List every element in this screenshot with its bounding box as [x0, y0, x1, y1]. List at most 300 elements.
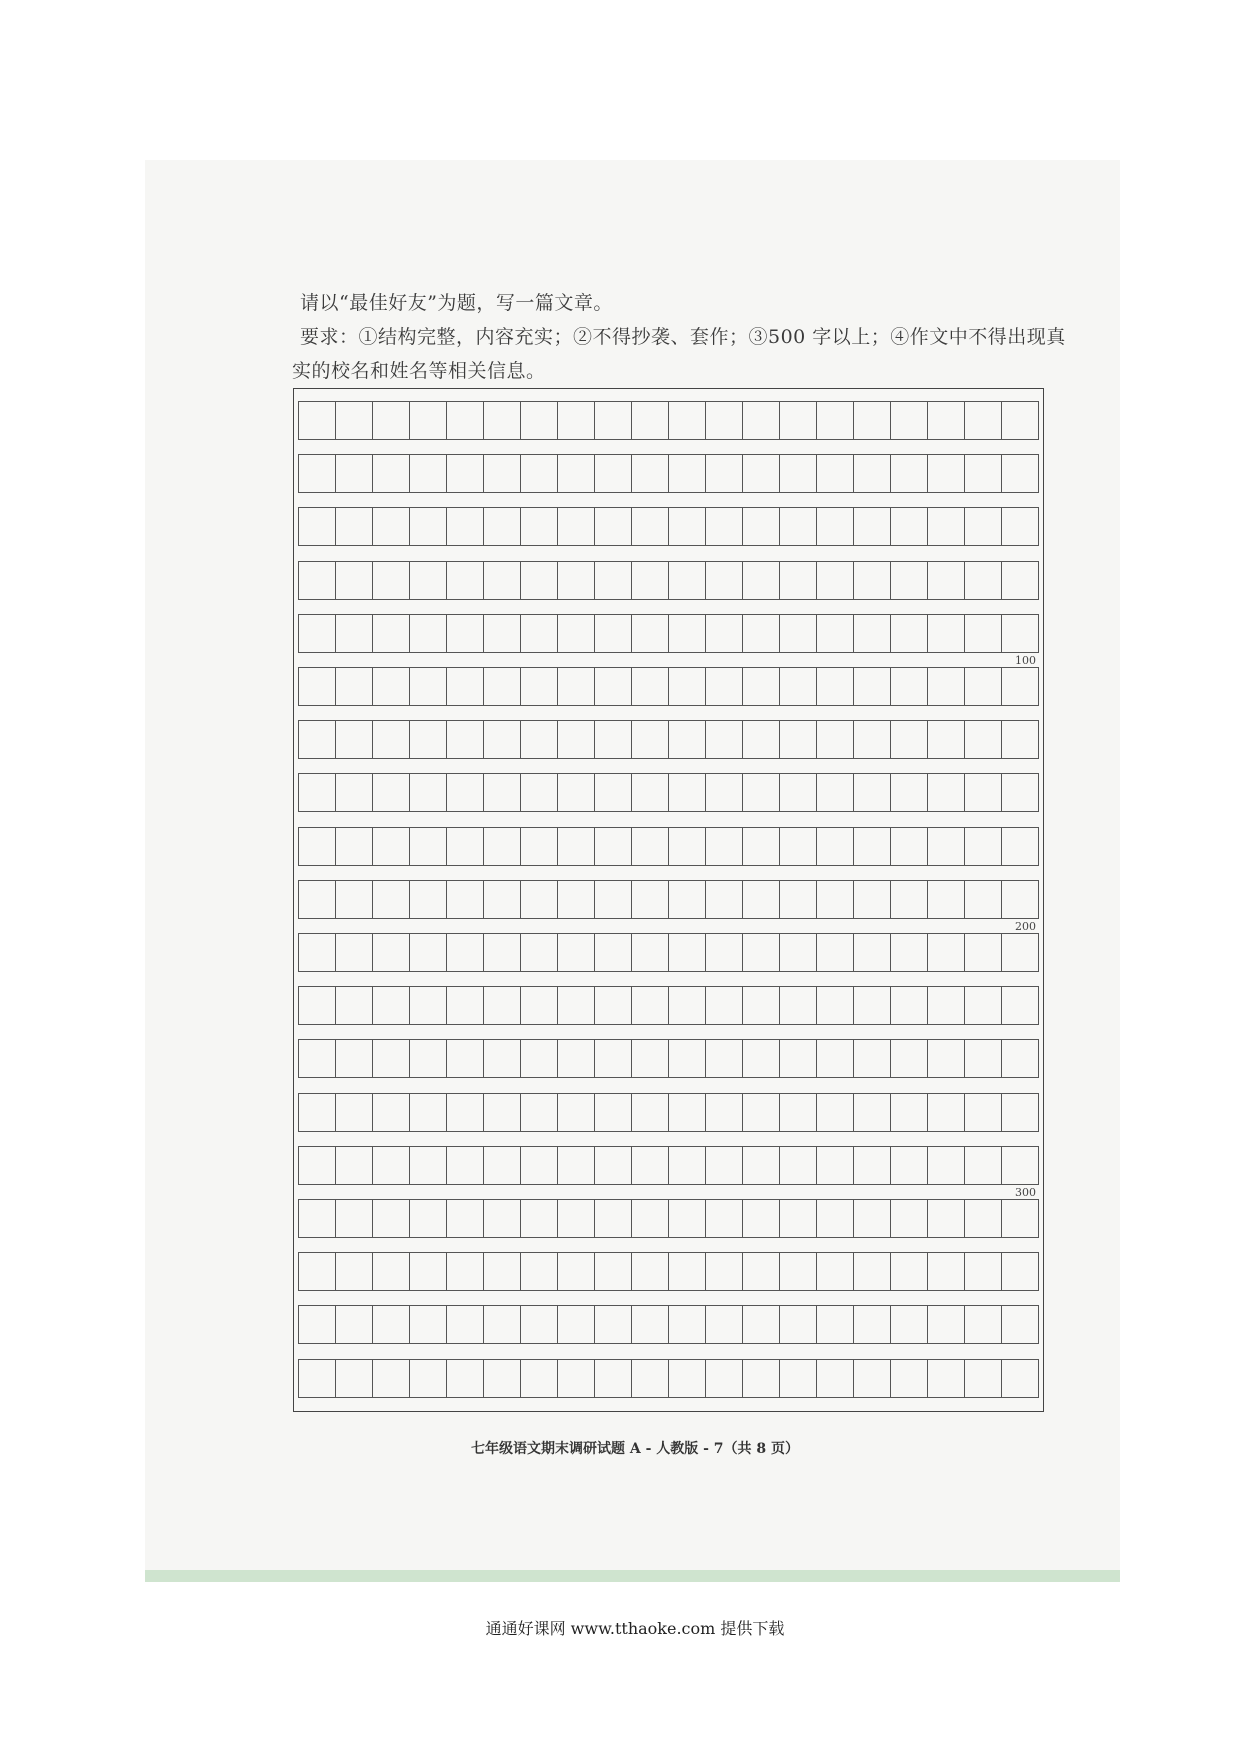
grid-cell[interactable] — [372, 827, 409, 866]
grid-cell[interactable] — [742, 1146, 779, 1185]
grid-cell[interactable] — [853, 1199, 890, 1238]
grid-cell[interactable] — [557, 454, 594, 493]
grid-cell[interactable] — [298, 986, 335, 1025]
grid-cell[interactable] — [779, 667, 816, 706]
grid-cell[interactable] — [705, 1199, 742, 1238]
grid-cell[interactable] — [446, 454, 483, 493]
grid-cell[interactable] — [853, 667, 890, 706]
grid-cell[interactable] — [631, 827, 668, 866]
grid-cell[interactable] — [557, 773, 594, 812]
grid-cell[interactable] — [1001, 773, 1039, 812]
grid-cell[interactable] — [631, 1359, 668, 1398]
grid-cell[interactable] — [520, 933, 557, 972]
grid-cell[interactable] — [816, 1093, 853, 1132]
grid-cell[interactable] — [742, 401, 779, 440]
grid-cell[interactable] — [520, 986, 557, 1025]
grid-cell[interactable] — [594, 1252, 631, 1291]
grid-cell[interactable] — [483, 880, 520, 919]
grid-cell[interactable] — [631, 454, 668, 493]
grid-cell[interactable] — [446, 1146, 483, 1185]
grid-cell[interactable] — [409, 1252, 446, 1291]
grid-cell[interactable] — [372, 561, 409, 600]
grid-cell[interactable] — [446, 827, 483, 866]
grid-cell[interactable] — [668, 827, 705, 866]
grid-cell[interactable] — [964, 827, 1001, 866]
grid-cell[interactable] — [779, 773, 816, 812]
grid-cell[interactable] — [557, 933, 594, 972]
grid-cell[interactable] — [853, 933, 890, 972]
grid-cell[interactable] — [705, 1252, 742, 1291]
grid-cell[interactable] — [298, 1359, 335, 1398]
grid-cell[interactable] — [631, 1199, 668, 1238]
grid-cell[interactable] — [927, 454, 964, 493]
grid-cell[interactable] — [668, 561, 705, 600]
grid-cell[interactable] — [520, 507, 557, 546]
grid-cell[interactable] — [779, 401, 816, 440]
grid-cell[interactable] — [372, 1093, 409, 1132]
grid-cell[interactable] — [335, 1252, 372, 1291]
grid-cell[interactable] — [372, 401, 409, 440]
grid-cell[interactable] — [520, 827, 557, 866]
grid-cell[interactable] — [409, 614, 446, 653]
grid-cell[interactable] — [520, 1359, 557, 1398]
grid-cell[interactable] — [1001, 720, 1039, 759]
grid-cell[interactable] — [631, 614, 668, 653]
grid-cell[interactable] — [1001, 454, 1039, 493]
grid-cell[interactable] — [779, 986, 816, 1025]
grid-cell[interactable] — [520, 454, 557, 493]
grid-cell[interactable] — [890, 454, 927, 493]
grid-cell[interactable] — [409, 1359, 446, 1398]
grid-cell[interactable] — [705, 454, 742, 493]
grid-cell[interactable] — [779, 1093, 816, 1132]
grid-cell[interactable] — [742, 827, 779, 866]
grid-cell[interactable] — [446, 401, 483, 440]
grid-cell[interactable] — [742, 1199, 779, 1238]
grid-cell[interactable] — [372, 1039, 409, 1078]
grid-cell[interactable] — [853, 454, 890, 493]
grid-cell[interactable] — [964, 880, 1001, 919]
grid-cell[interactable] — [483, 1039, 520, 1078]
grid-cell[interactable] — [594, 1359, 631, 1398]
grid-cell[interactable] — [409, 1305, 446, 1344]
grid-cell[interactable] — [705, 1359, 742, 1398]
grid-cell[interactable] — [816, 773, 853, 812]
grid-cell[interactable] — [853, 773, 890, 812]
grid-cell[interactable] — [890, 1146, 927, 1185]
grid-cell[interactable] — [890, 1039, 927, 1078]
grid-cell[interactable] — [779, 1199, 816, 1238]
grid-cell[interactable] — [853, 1252, 890, 1291]
grid-cell[interactable] — [409, 667, 446, 706]
grid-cell[interactable] — [964, 1305, 1001, 1344]
grid-cell[interactable] — [372, 773, 409, 812]
grid-cell[interactable] — [298, 561, 335, 600]
grid-cell[interactable] — [446, 986, 483, 1025]
grid-cell[interactable] — [1001, 880, 1039, 919]
grid-cell[interactable] — [853, 986, 890, 1025]
grid-cell[interactable] — [668, 1039, 705, 1078]
grid-cell[interactable] — [742, 1252, 779, 1291]
grid-cell[interactable] — [483, 507, 520, 546]
grid-cell[interactable] — [557, 1039, 594, 1078]
grid-cell[interactable] — [1001, 1305, 1039, 1344]
grid-cell[interactable] — [816, 1305, 853, 1344]
grid-cell[interactable] — [520, 1252, 557, 1291]
grid-cell[interactable] — [483, 827, 520, 866]
grid-cell[interactable] — [335, 1039, 372, 1078]
grid-cell[interactable] — [631, 1305, 668, 1344]
grid-cell[interactable] — [594, 880, 631, 919]
grid-cell[interactable] — [779, 1146, 816, 1185]
grid-cell[interactable] — [446, 773, 483, 812]
grid-cell[interactable] — [668, 454, 705, 493]
grid-cell[interactable] — [1001, 667, 1039, 706]
grid-cell[interactable] — [890, 1305, 927, 1344]
grid-cell[interactable] — [594, 667, 631, 706]
grid-cell[interactable] — [557, 1146, 594, 1185]
grid-cell[interactable] — [927, 614, 964, 653]
grid-cell[interactable] — [409, 1093, 446, 1132]
grid-cell[interactable] — [890, 561, 927, 600]
grid-cell[interactable] — [816, 720, 853, 759]
grid-cell[interactable] — [742, 1039, 779, 1078]
grid-cell[interactable] — [594, 773, 631, 812]
grid-cell[interactable] — [483, 561, 520, 600]
grid-cell[interactable] — [1001, 1252, 1039, 1291]
grid-cell[interactable] — [372, 986, 409, 1025]
grid-cell[interactable] — [372, 933, 409, 972]
grid-cell[interactable] — [890, 614, 927, 653]
grid-cell[interactable] — [446, 880, 483, 919]
grid-cell[interactable] — [557, 401, 594, 440]
grid-cell[interactable] — [298, 1146, 335, 1185]
grid-cell[interactable] — [668, 667, 705, 706]
grid-cell[interactable] — [668, 1359, 705, 1398]
grid-cell[interactable] — [964, 773, 1001, 812]
grid-cell[interactable] — [1001, 507, 1039, 546]
grid-cell[interactable] — [335, 1359, 372, 1398]
grid-cell[interactable] — [483, 1093, 520, 1132]
grid-cell[interactable] — [631, 720, 668, 759]
grid-cell[interactable] — [816, 1252, 853, 1291]
grid-cell[interactable] — [594, 933, 631, 972]
grid-cell[interactable] — [631, 1039, 668, 1078]
grid-cell[interactable] — [298, 507, 335, 546]
grid-cell[interactable] — [853, 561, 890, 600]
grid-cell[interactable] — [409, 401, 446, 440]
grid-cell[interactable] — [557, 507, 594, 546]
grid-cell[interactable] — [705, 561, 742, 600]
grid-cell[interactable] — [964, 1039, 1001, 1078]
grid-cell[interactable] — [927, 773, 964, 812]
grid-cell[interactable] — [1001, 1039, 1039, 1078]
grid-cell[interactable] — [409, 1146, 446, 1185]
grid-cell[interactable] — [372, 667, 409, 706]
grid-cell[interactable] — [742, 880, 779, 919]
grid-cell[interactable] — [557, 986, 594, 1025]
grid-cell[interactable] — [1001, 1359, 1039, 1398]
grid-cell[interactable] — [668, 986, 705, 1025]
grid-cell[interactable] — [705, 614, 742, 653]
grid-cell[interactable] — [816, 986, 853, 1025]
grid-cell[interactable] — [1001, 1093, 1039, 1132]
grid-cell[interactable] — [446, 1093, 483, 1132]
grid-cell[interactable] — [668, 1252, 705, 1291]
grid-cell[interactable] — [1001, 1146, 1039, 1185]
grid-cell[interactable] — [964, 454, 1001, 493]
grid-cell[interactable] — [631, 561, 668, 600]
grid-cell[interactable] — [668, 614, 705, 653]
grid-cell[interactable] — [631, 880, 668, 919]
grid-cell[interactable] — [520, 667, 557, 706]
grid-cell[interactable] — [1001, 986, 1039, 1025]
grid-cell[interactable] — [964, 667, 1001, 706]
grid-cell[interactable] — [853, 401, 890, 440]
grid-cell[interactable] — [631, 986, 668, 1025]
grid-cell[interactable] — [927, 986, 964, 1025]
grid-cell[interactable] — [298, 880, 335, 919]
grid-cell[interactable] — [594, 986, 631, 1025]
grid-cell[interactable] — [779, 1359, 816, 1398]
grid-cell[interactable] — [335, 880, 372, 919]
grid-cell[interactable] — [409, 1039, 446, 1078]
grid-cell[interactable] — [446, 667, 483, 706]
grid-cell[interactable] — [298, 720, 335, 759]
grid-cell[interactable] — [779, 880, 816, 919]
grid-cell[interactable] — [372, 1252, 409, 1291]
grid-cell[interactable] — [409, 933, 446, 972]
grid-cell[interactable] — [483, 1305, 520, 1344]
grid-cell[interactable] — [594, 827, 631, 866]
grid-cell[interactable] — [594, 1039, 631, 1078]
grid-cell[interactable] — [779, 454, 816, 493]
grid-cell[interactable] — [446, 614, 483, 653]
grid-cell[interactable] — [890, 773, 927, 812]
grid-cell[interactable] — [927, 933, 964, 972]
grid-cell[interactable] — [1001, 614, 1039, 653]
grid-cell[interactable] — [446, 933, 483, 972]
grid-cell[interactable] — [594, 561, 631, 600]
grid-cell[interactable] — [372, 1199, 409, 1238]
grid-cell[interactable] — [446, 1359, 483, 1398]
grid-cell[interactable] — [520, 1039, 557, 1078]
grid-cell[interactable] — [631, 1093, 668, 1132]
grid-cell[interactable] — [594, 401, 631, 440]
grid-cell[interactable] — [520, 561, 557, 600]
grid-cell[interactable] — [298, 1305, 335, 1344]
grid-cell[interactable] — [890, 401, 927, 440]
grid-cell[interactable] — [446, 1199, 483, 1238]
grid-cell[interactable] — [594, 454, 631, 493]
grid-cell[interactable] — [668, 880, 705, 919]
grid-cell[interactable] — [409, 507, 446, 546]
grid-cell[interactable] — [335, 720, 372, 759]
grid-cell[interactable] — [298, 773, 335, 812]
grid-cell[interactable] — [520, 614, 557, 653]
grid-cell[interactable] — [853, 1039, 890, 1078]
grid-cell[interactable] — [631, 507, 668, 546]
grid-cell[interactable] — [927, 1305, 964, 1344]
grid-cell[interactable] — [557, 561, 594, 600]
grid-cell[interactable] — [409, 561, 446, 600]
grid-cell[interactable] — [742, 667, 779, 706]
grid-cell[interactable] — [816, 1146, 853, 1185]
grid-cell[interactable] — [890, 1199, 927, 1238]
grid-cell[interactable] — [779, 1252, 816, 1291]
grid-cell[interactable] — [520, 773, 557, 812]
grid-cell[interactable] — [853, 720, 890, 759]
grid-cell[interactable] — [483, 401, 520, 440]
grid-cell[interactable] — [372, 454, 409, 493]
grid-cell[interactable] — [668, 507, 705, 546]
grid-cell[interactable] — [742, 454, 779, 493]
grid-cell[interactable] — [372, 880, 409, 919]
grid-cell[interactable] — [668, 1305, 705, 1344]
grid-cell[interactable] — [853, 507, 890, 546]
grid-cell[interactable] — [927, 561, 964, 600]
grid-cell[interactable] — [964, 1252, 1001, 1291]
grid-cell[interactable] — [964, 933, 1001, 972]
grid-cell[interactable] — [631, 667, 668, 706]
grid-cell[interactable] — [779, 720, 816, 759]
grid-cell[interactable] — [705, 773, 742, 812]
grid-cell[interactable] — [483, 1359, 520, 1398]
grid-cell[interactable] — [335, 561, 372, 600]
grid-cell[interactable] — [742, 1305, 779, 1344]
grid-cell[interactable] — [446, 720, 483, 759]
grid-cell[interactable] — [409, 773, 446, 812]
grid-cell[interactable] — [742, 986, 779, 1025]
grid-cell[interactable] — [335, 454, 372, 493]
grid-cell[interactable] — [446, 1252, 483, 1291]
grid-cell[interactable] — [964, 1093, 1001, 1132]
grid-cell[interactable] — [335, 614, 372, 653]
grid-cell[interactable] — [335, 1305, 372, 1344]
grid-cell[interactable] — [705, 1093, 742, 1132]
grid-cell[interactable] — [668, 1146, 705, 1185]
grid-cell[interactable] — [890, 720, 927, 759]
grid-cell[interactable] — [890, 827, 927, 866]
grid-cell[interactable] — [557, 1199, 594, 1238]
grid-cell[interactable] — [816, 827, 853, 866]
grid-cell[interactable] — [927, 1093, 964, 1132]
grid-cell[interactable] — [964, 720, 1001, 759]
grid-cell[interactable] — [1001, 401, 1039, 440]
grid-cell[interactable] — [372, 614, 409, 653]
grid-cell[interactable] — [890, 667, 927, 706]
grid-cell[interactable] — [594, 720, 631, 759]
grid-cell[interactable] — [964, 561, 1001, 600]
grid-cell[interactable] — [298, 454, 335, 493]
grid-cell[interactable] — [335, 401, 372, 440]
essay-writing-grid[interactable] — [293, 388, 1044, 1412]
grid-cell[interactable] — [705, 507, 742, 546]
grid-cell[interactable] — [927, 880, 964, 919]
grid-cell[interactable] — [705, 1305, 742, 1344]
grid-cell[interactable] — [483, 1252, 520, 1291]
grid-cell[interactable] — [742, 1093, 779, 1132]
grid-cell[interactable] — [520, 880, 557, 919]
grid-cell[interactable] — [816, 561, 853, 600]
grid-cell[interactable] — [779, 561, 816, 600]
grid-cell[interactable] — [927, 720, 964, 759]
grid-cell[interactable] — [927, 1359, 964, 1398]
grid-cell[interactable] — [372, 507, 409, 546]
grid-cell[interactable] — [372, 1146, 409, 1185]
grid-cell[interactable] — [446, 1039, 483, 1078]
grid-cell[interactable] — [964, 986, 1001, 1025]
grid-cell[interactable] — [335, 507, 372, 546]
grid-cell[interactable] — [890, 1093, 927, 1132]
grid-cell[interactable] — [409, 827, 446, 866]
grid-cell[interactable] — [927, 1199, 964, 1238]
grid-cell[interactable] — [557, 1359, 594, 1398]
grid-cell[interactable] — [927, 1252, 964, 1291]
grid-cell[interactable] — [483, 986, 520, 1025]
grid-cell[interactable] — [631, 933, 668, 972]
grid-cell[interactable] — [298, 1199, 335, 1238]
grid-cell[interactable] — [964, 1199, 1001, 1238]
grid-cell[interactable] — [816, 1359, 853, 1398]
grid-cell[interactable] — [890, 507, 927, 546]
grid-cell[interactable] — [890, 880, 927, 919]
grid-cell[interactable] — [816, 667, 853, 706]
grid-cell[interactable] — [779, 614, 816, 653]
grid-cell[interactable] — [594, 1305, 631, 1344]
grid-cell[interactable] — [816, 933, 853, 972]
grid-cell[interactable] — [409, 454, 446, 493]
grid-cell[interactable] — [372, 1359, 409, 1398]
grid-cell[interactable] — [557, 827, 594, 866]
grid-cell[interactable] — [816, 880, 853, 919]
grid-cell[interactable] — [779, 1039, 816, 1078]
grid-cell[interactable] — [557, 1093, 594, 1132]
grid-cell[interactable] — [520, 1093, 557, 1132]
grid-cell[interactable] — [409, 720, 446, 759]
grid-cell[interactable] — [816, 507, 853, 546]
grid-cell[interactable] — [298, 933, 335, 972]
grid-cell[interactable] — [927, 1039, 964, 1078]
grid-cell[interactable] — [1001, 827, 1039, 866]
grid-cell[interactable] — [557, 720, 594, 759]
grid-cell[interactable] — [742, 720, 779, 759]
grid-cell[interactable] — [483, 1146, 520, 1185]
grid-cell[interactable] — [853, 827, 890, 866]
grid-cell[interactable] — [816, 401, 853, 440]
grid-cell[interactable] — [890, 1359, 927, 1398]
grid-cell[interactable] — [964, 401, 1001, 440]
grid-cell[interactable] — [668, 401, 705, 440]
grid-cell[interactable] — [705, 986, 742, 1025]
grid-cell[interactable] — [409, 880, 446, 919]
grid-cell[interactable] — [668, 1093, 705, 1132]
grid-cell[interactable] — [816, 614, 853, 653]
grid-cell[interactable] — [557, 667, 594, 706]
grid-cell[interactable] — [964, 614, 1001, 653]
grid-cell[interactable] — [557, 880, 594, 919]
grid-cell[interactable] — [594, 1146, 631, 1185]
grid-cell[interactable] — [853, 1093, 890, 1132]
grid-cell[interactable] — [668, 720, 705, 759]
grid-cell[interactable] — [927, 401, 964, 440]
grid-cell[interactable] — [298, 1252, 335, 1291]
grid-cell[interactable] — [853, 614, 890, 653]
grid-cell[interactable] — [705, 827, 742, 866]
grid-cell[interactable] — [853, 880, 890, 919]
grid-cell[interactable] — [520, 1305, 557, 1344]
grid-cell[interactable] — [964, 507, 1001, 546]
